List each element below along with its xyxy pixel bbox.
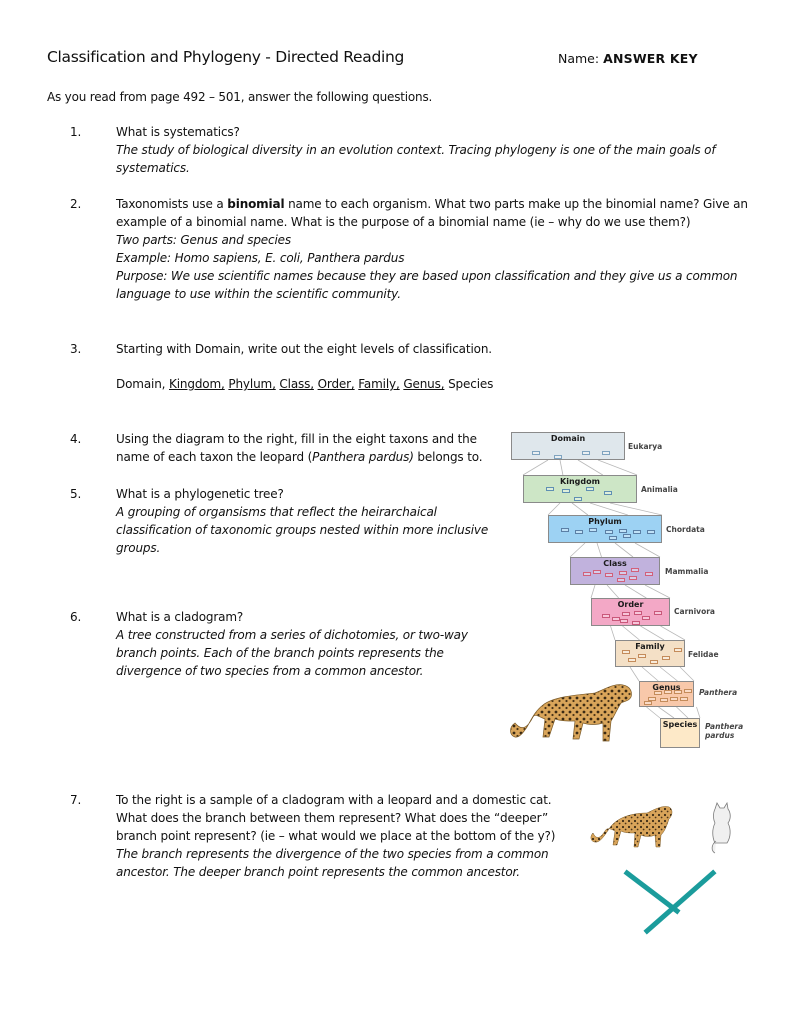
taxon-name-family: Felidae — [688, 650, 719, 659]
subgroup-box — [644, 701, 652, 705]
answer-line: language to use within the scientific community. — [116, 287, 401, 301]
subgroup-box — [532, 451, 540, 455]
domestic-cat-icon — [712, 803, 730, 853]
subgroup-box — [583, 572, 591, 576]
subgroup-box — [575, 530, 583, 534]
classification-level: Species — [448, 377, 494, 391]
answer-line: A grouping of organsisms that reflect the heirarchaical — [116, 505, 437, 519]
connector-line — [590, 503, 628, 515]
subgroup-box — [662, 656, 670, 660]
subgroup-box — [562, 489, 570, 493]
connector-line — [680, 667, 694, 681]
subgroup-box — [628, 658, 636, 662]
connector-line — [625, 585, 646, 598]
connector-line — [677, 707, 689, 718]
taxon-box-class — [570, 557, 660, 585]
instructions: As you read from page 492 – 501, answer the following questions. — [47, 90, 433, 104]
answer-line: branch points. Each of the branch points represents the — [116, 646, 444, 660]
subgroup-box — [605, 573, 613, 577]
prompt-text: name to each organism. What two parts make up the binomial name? Give an — [284, 197, 748, 211]
subgroup-box — [602, 614, 610, 618]
taxon-box-phylum — [548, 515, 662, 543]
connector-line — [661, 626, 686, 640]
connector-line — [615, 543, 633, 557]
subgroup-box — [619, 571, 627, 575]
taxon-box-order — [591, 598, 670, 626]
subgroup-box — [629, 576, 637, 580]
subgroup-box — [650, 660, 658, 664]
subgroup-box — [602, 451, 610, 455]
subgroup-box — [674, 690, 682, 694]
classification-level: Family, — [358, 377, 400, 391]
connector-line — [660, 667, 678, 681]
subgroup-box — [604, 491, 612, 495]
subgroup-box — [586, 487, 594, 491]
connector-line — [611, 626, 616, 640]
subgroup-box — [660, 698, 668, 702]
question-prompt: Using the diagram to the right, fill in the eight taxons and the — [116, 432, 477, 446]
classification-level: Kingdom, — [169, 377, 225, 391]
subgroup-box — [670, 697, 678, 701]
taxon-name-phylum: Chordata — [666, 525, 705, 534]
taxon-name-class: Mammalia — [665, 567, 709, 576]
question-prompt-line: example of a binomial name. What is the purpose of a binomial name (ie – why do we use them?) — [116, 215, 691, 229]
question-prompt: What is a cladogram? — [116, 610, 244, 624]
taxon-box-domain — [511, 432, 625, 460]
prompt-text: Taxonomists use a — [116, 197, 228, 211]
name-label: Name: — [558, 51, 600, 66]
question-number: 5. — [70, 487, 82, 501]
answer-line: The branch represents the divergence of the two species from a common — [116, 847, 549, 861]
subgroup-box — [634, 611, 642, 615]
connector-line — [647, 707, 661, 718]
subgroup-box — [622, 612, 630, 616]
classification-level: Order, — [317, 377, 355, 391]
taxon-name-genus: Panthera — [699, 688, 738, 697]
question-number: 3. — [70, 342, 82, 356]
scientific-name: Panthera pardus) — [312, 450, 414, 464]
subgroup-box — [574, 497, 582, 501]
connector-line — [598, 460, 637, 475]
subgroup-box — [617, 578, 625, 582]
prompt-text: belongs to. — [413, 450, 483, 464]
leopard-icon — [591, 806, 672, 847]
taxon-rank-label: Class — [603, 559, 627, 568]
taxon-box-kingdom — [523, 475, 637, 503]
question-prompt: What is systematics? — [116, 125, 240, 139]
taxon-rank-label: Family — [635, 642, 665, 651]
connector-line — [642, 667, 658, 681]
taxon-box-species — [660, 718, 700, 748]
subgroup-box — [623, 534, 631, 538]
subgroup-box — [582, 451, 590, 455]
answer-line: divergence of two species from a common ancestor. — [116, 664, 424, 678]
subgroup-box — [647, 530, 655, 534]
taxon-rank-label: Species — [662, 720, 698, 729]
answer-line: systematics. — [116, 161, 190, 175]
classification-level: Class, — [279, 377, 314, 391]
question-number: 4. — [70, 432, 82, 446]
connector-line — [523, 460, 548, 475]
subgroup-box — [622, 650, 630, 654]
taxon-rank-label: Phylum — [588, 517, 622, 526]
subgroup-box — [654, 691, 662, 695]
connector-line — [578, 460, 603, 475]
taxon-rank-label: Domain — [550, 434, 586, 443]
question-prompt-line: branch point represent? (ie – what would we place at the bottom of the y?) — [116, 829, 556, 843]
question-prompt-line: What does the branch between them represent? What does the “deeper” — [116, 811, 549, 825]
question-number: 6. — [70, 610, 82, 624]
connector-line — [641, 626, 665, 640]
subgroup-box — [612, 617, 620, 621]
page-title: Classification and Phylogeny - Directed Reading — [47, 48, 405, 66]
subgroup-box — [638, 654, 646, 658]
subgroup-box — [645, 572, 653, 576]
connector-line — [659, 707, 675, 718]
answer-line: Example: Homo sapiens, E. coli, Panthera pardus — [116, 251, 405, 265]
subgroup-box — [554, 455, 562, 459]
connector-line — [607, 585, 619, 598]
connector-line — [548, 503, 560, 515]
subgroup-box — [620, 619, 628, 623]
answer-line: Two parts: Genus and species — [116, 233, 292, 247]
taxon-box-genus — [639, 681, 694, 707]
answer-line: groups. — [116, 541, 161, 555]
connector-line — [560, 460, 563, 475]
answer-line: A tree constructed from a series of dichotomies, or two-way — [116, 628, 468, 642]
taxon-name-species: Panthera pardus — [705, 722, 744, 740]
bold-term: binomial — [227, 197, 285, 211]
subgroup-box — [632, 621, 640, 625]
answer-line: classification of taxonomic groups nested within more inclusive — [116, 523, 489, 537]
branch-left — [627, 873, 677, 911]
subgroup-box — [631, 568, 639, 572]
connector-line — [591, 585, 595, 598]
connector-line — [597, 543, 602, 557]
subgroup-box — [654, 611, 662, 615]
subgroup-box — [593, 570, 601, 574]
classification-level: Phylum, — [228, 377, 276, 391]
question-prompt: Starting with Domain, write out the eight levels of classification. — [116, 342, 492, 356]
subgroup-box — [561, 528, 569, 532]
subgroup-box — [609, 536, 617, 540]
answer-line: The study of biological diversity in an evolution context. Tracing phylogeny is one of the main goals of — [116, 143, 716, 157]
subgroup-box — [605, 530, 613, 534]
subgroup-box — [642, 616, 650, 620]
subgroup-box — [589, 528, 597, 532]
subgroup-box — [680, 697, 688, 701]
subgroup-box — [674, 648, 682, 652]
subgroup-box — [546, 487, 554, 491]
connector-line — [570, 543, 585, 557]
taxon-name-domain: Eukarya — [628, 442, 663, 451]
subgroup-box — [684, 689, 692, 693]
classification-levels: Domain, Kingdom, Phylum, Class, Order, Family, Genus, Species — [116, 377, 494, 391]
answer-line: Purpose: We use scientific names because they are based upon classification and they give us a common — [116, 269, 738, 283]
taxon-name-order: Carnivora — [674, 607, 715, 616]
connector-line — [645, 585, 670, 598]
taxon-rank-label: Kingdom — [560, 477, 600, 486]
name-value: ANSWER KEY — [603, 51, 698, 66]
classification-level: Genus, — [403, 377, 445, 391]
subgroup-box — [633, 530, 641, 534]
question-number: 2. — [70, 197, 82, 211]
connector-line — [697, 707, 701, 718]
cladogram-branches — [627, 873, 713, 931]
connector-line — [635, 543, 660, 557]
subgroup-box — [619, 529, 627, 533]
cladogram — [585, 795, 740, 935]
branch-right — [647, 873, 713, 931]
taxon-box-family — [615, 640, 685, 667]
leopard-illustration — [505, 675, 640, 747]
question-prompt: To the right is a sample of a cladogram with a leopard and a domestic cat. — [116, 793, 552, 807]
question-number: 1. — [70, 125, 82, 139]
question-prompt: What is a phylogenetic tree? — [116, 487, 284, 501]
taxon-rank-label: Genus — [652, 683, 681, 692]
prompt-text: name of each taxon the leopard ( — [116, 450, 313, 464]
question-number: 7. — [70, 793, 82, 807]
subgroup-box — [664, 690, 672, 694]
classification-level: Domain — [116, 377, 162, 391]
connector-line — [572, 503, 588, 515]
taxon-rank-label: Order — [617, 600, 644, 609]
connector-line — [623, 626, 640, 640]
connector-line — [610, 503, 662, 515]
taxon-name-kingdom: Animalia — [641, 485, 678, 494]
answer-line: ancestor. The deeper branch point represents the common ancestor. — [116, 865, 520, 879]
